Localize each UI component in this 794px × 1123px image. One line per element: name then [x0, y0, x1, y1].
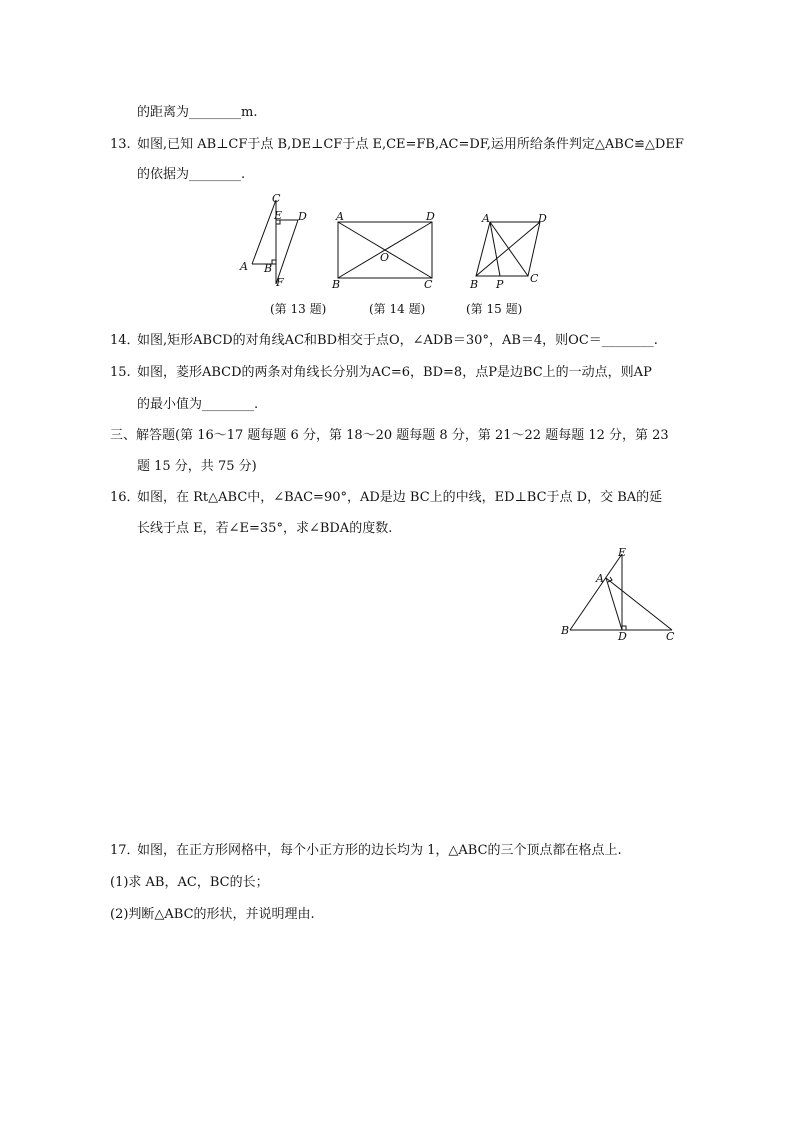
- fig15-segment-ap: [490, 222, 500, 276]
- figure-13: [232, 192, 312, 292]
- fig13-caption: (第 13 题): [270, 302, 327, 316]
- fig15-label-d: D: [538, 212, 547, 225]
- fig13-label-f: F: [276, 276, 284, 289]
- q14-number: 14．: [110, 333, 140, 348]
- fig15-diagonal-bd: [476, 222, 540, 276]
- q13-number: 13.: [110, 137, 131, 152]
- q16-number: 16．: [110, 490, 140, 505]
- fig14-label-b: B: [332, 278, 341, 291]
- fig16-label-d: D: [618, 630, 627, 643]
- fig15-label-c: C: [530, 272, 539, 285]
- fig15-caption: (第 15 题): [466, 302, 523, 316]
- fig16-label-a: A: [596, 572, 604, 585]
- q16-text-line2: 长线于点 E，若∠E=35°，求∠BDA的度数.: [137, 521, 393, 536]
- q14-text-line1: 如图,矩形ABCD的对角线AC和BD相交于点O，∠ADB＝30°，AB＝4，则OC＝________.: [137, 333, 658, 348]
- fig16-label-b: B: [561, 624, 570, 637]
- fig15-label-p: P: [496, 278, 504, 291]
- fig15-diagonal-ac: [490, 222, 528, 276]
- fig16-line-ac: [606, 578, 672, 630]
- fig16-line-ad: [606, 578, 622, 630]
- figure-16: [558, 544, 683, 644]
- fig15-label-b: B: [470, 278, 479, 291]
- q13-text-line2: 的依据为________.: [137, 167, 246, 182]
- fig13-right-angle-b: [272, 260, 276, 264]
- fig13-label-c: C: [272, 192, 281, 205]
- figure-15: [466, 208, 556, 292]
- fig13-label-b: B: [264, 262, 273, 275]
- fig15-label-a: A: [482, 212, 490, 225]
- fig16-label-c: C: [666, 630, 675, 643]
- q16-text-line1: 如图，在 Rt△ABC中，∠BAC=90°，AD是边 BC上的中线，ED⊥BC于点 D，交 BA的延: [137, 490, 663, 505]
- figure-14: [330, 208, 445, 292]
- fig13-label-e: E: [274, 209, 283, 222]
- q12-tail: 的距离为________m.: [137, 105, 258, 120]
- fig14-label-c: C: [424, 278, 433, 291]
- fig16-line-be: [570, 554, 622, 630]
- q17-number: 17．: [110, 843, 140, 858]
- section3-heading-line1: 三、解答题(第 16～17 题每题 6 分，第 18～20 题每题 8 分，第 21～22 题每题 12 分，第 23: [110, 428, 669, 443]
- fig13-line-ca: [252, 200, 276, 264]
- fig14-label-a: A: [336, 210, 344, 223]
- q17-part1: (1)求 AB，AC，BC的长；: [110, 875, 269, 890]
- q17-part2: (2)判断△ABC的形状，并说明理由.: [110, 907, 315, 922]
- fig13-line-df: [276, 220, 298, 284]
- section3-heading-line2: 题 15 分，共 75 分): [137, 459, 257, 474]
- fig13-label-a: A: [240, 260, 248, 273]
- q15-text-line2: 的最小值为________.: [137, 397, 259, 412]
- fig14-caption: (第 14 题): [369, 302, 426, 316]
- fig13-label-d: D: [298, 210, 307, 223]
- q15-text-line1: 如图，菱形ABCD的两条对角线长分别为AC=6，BD=8，点P是边BC上的一动点，则AP: [137, 365, 652, 380]
- fig16-label-e: E: [618, 546, 627, 559]
- fig14-label-o: O: [380, 251, 390, 264]
- q15-number: 15.: [110, 365, 131, 380]
- q13-text-line1: 如图,已知 AB⊥CF于点 B,DE⊥CF于点 E,CE=FB,AC=DF,运用所给条件判定△ABC≌△DEF: [137, 137, 684, 152]
- fig14-label-d: D: [426, 210, 435, 223]
- q17-text-line1: 如图，在正方形网格中，每个小正方形的边长均为 1，△ABC的三个顶点都在格点上.: [137, 843, 622, 858]
